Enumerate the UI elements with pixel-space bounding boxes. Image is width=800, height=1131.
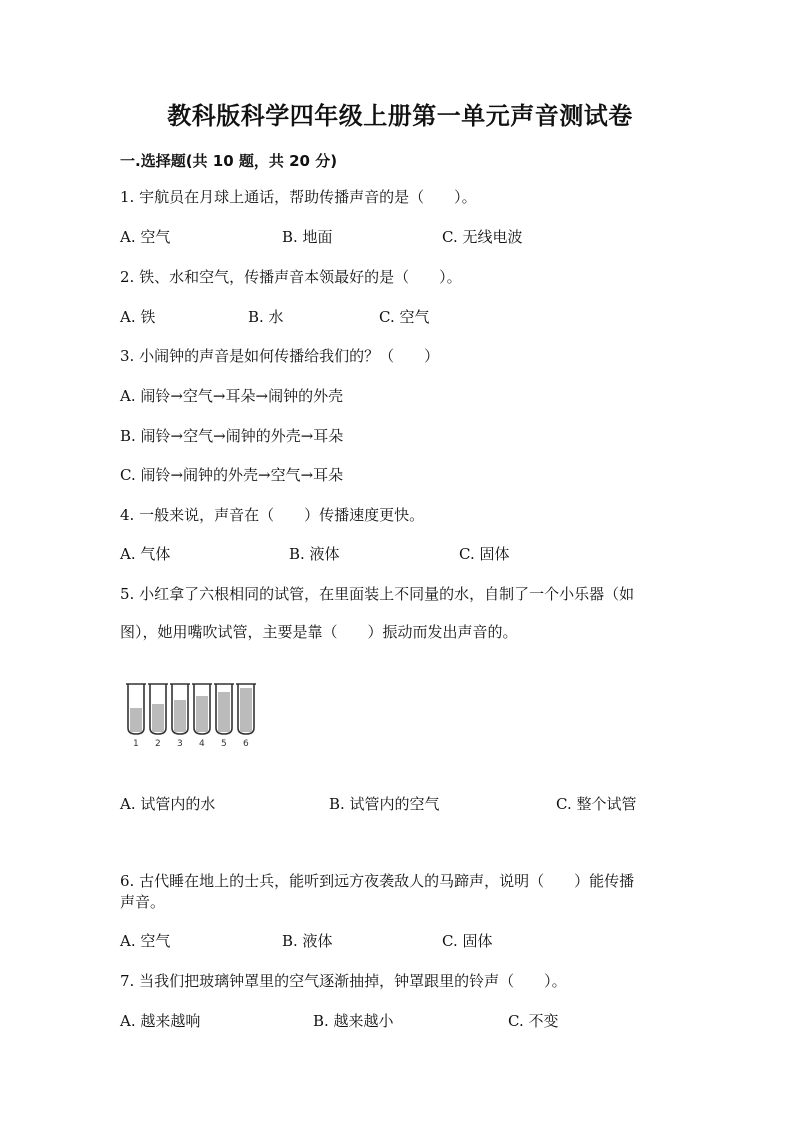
- option-b: B. 试管内的空气: [329, 795, 440, 813]
- water-level: [196, 696, 208, 732]
- tube-number-label: 6: [243, 739, 249, 749]
- water-level: [130, 708, 142, 732]
- water-level: [218, 692, 230, 732]
- options-q5: [120, 793, 720, 815]
- option-c: C. 整个试管: [556, 795, 637, 813]
- page-title: 教科版科学四年级上册第一单元声音测试卷: [167, 102, 633, 130]
- section-heading: 一.选择题(共 10 题，共 20 分): [120, 152, 338, 170]
- option-a: A. 试管内的水: [120, 795, 216, 813]
- test-tubes-figure: [124, 678, 264, 750]
- option-a: A. 空气: [120, 932, 171, 950]
- tube-number-label: 4: [199, 739, 205, 749]
- option-a: A. 空气: [120, 228, 171, 246]
- option-a: A. 铁: [120, 308, 156, 326]
- option-b: B. 地面: [282, 228, 333, 246]
- question-4: 4. 一般来说，声音在（ ）传播速度更快。: [120, 506, 425, 524]
- tube-number-label: 2: [155, 739, 161, 749]
- water-level: [174, 700, 186, 732]
- tube-number-label: 1: [133, 739, 139, 749]
- option-b: B. 水: [248, 308, 284, 326]
- option-a: A. 越来越响: [120, 1012, 201, 1030]
- question-1: 1. 宇航员在月球上通话，帮助传播声音的是（ ）。: [120, 188, 477, 206]
- option-b: B. 越来越小: [313, 1012, 394, 1030]
- question-7: 7. 当我们把玻璃钟罩里的空气逐渐抽掉，钟罩跟里的铃声（ ）。: [120, 972, 567, 990]
- option-a: A. 闹铃→空气→耳朵→闹钟的外壳: [120, 387, 344, 405]
- tube-number-label: 3: [177, 739, 183, 749]
- options-q4: [120, 543, 720, 565]
- option-c: C. 固体: [459, 545, 510, 563]
- question-5-line-1: 5. 小红拿了六根相同的试管，在里面装上不同量的水，自制了一个小乐器（如: [120, 585, 635, 603]
- options-q6: [120, 930, 720, 952]
- option-b: B. 液体: [282, 932, 333, 950]
- option-c: C. 不变: [508, 1012, 559, 1030]
- tube-number-label: 5: [221, 739, 227, 749]
- options-q2: [120, 306, 720, 328]
- option-c: C. 无线电波: [442, 228, 523, 246]
- option-b: B. 闹铃→空气→闹钟的外壳→耳朵: [120, 427, 344, 445]
- option-a: A. 气体: [120, 545, 171, 563]
- option-c: C. 闹铃→闹钟的外壳→空气→耳朵: [120, 466, 344, 484]
- option-b: B. 液体: [289, 545, 340, 563]
- option-c: C. 空气: [379, 308, 430, 326]
- option-c: C. 固体: [442, 932, 493, 950]
- water-level: [152, 704, 164, 732]
- question-6-line-1: 6. 古代睡在地上的士兵，能听到远方夜袭敌人的马蹄声，说明（ ）能传播: [120, 872, 635, 890]
- water-level: [240, 688, 252, 732]
- options-q7: [120, 1010, 720, 1032]
- question-6-line-2: 声音。: [120, 893, 166, 911]
- question-3: 3. 小闹钟的声音是如何传播给我们的？（ ）: [120, 347, 440, 365]
- question-2: 2. 铁、水和空气，传播声音本领最好的是（ ）。: [120, 268, 462, 286]
- question-5-line-2: 图），她用嘴吹试管，主要是靠（ ）振动而发出声音的。: [120, 623, 518, 641]
- options-q1: [120, 226, 720, 248]
